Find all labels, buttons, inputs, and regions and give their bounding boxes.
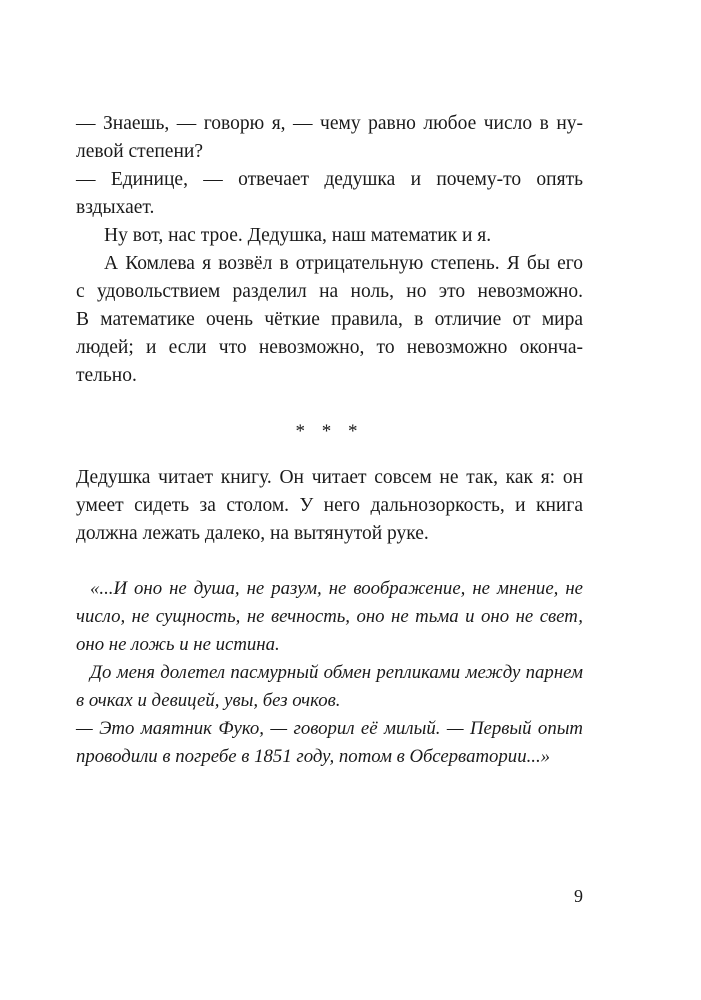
text-line-3: — Единице, — отвечает дедушка и почему-то опять <box>76 169 583 190</box>
quote-line-2: число, не сущность, не вечность, оно не тьма и оно не свет, <box>76 606 583 627</box>
text-line-12: умеет сидеть за столом. У него дальнозоркость, и книга <box>76 495 583 516</box>
section-separator: * * * <box>295 421 364 442</box>
text-line-7: с удовольствием разделил на ноль, но это невозможно. <box>76 281 583 302</box>
text-line-2: левой степени? <box>76 141 203 162</box>
page-number: 9 <box>574 886 583 906</box>
book-page <box>76 0 583 1000</box>
quote-line-7: проводили в погребе в 1851 году, потом в Обсерватории...» <box>76 746 551 767</box>
text-line-13: должна лежать далеко, на вытянутой руке. <box>76 523 429 544</box>
text-line-6: А Комлева я возвёл в отрицательную степень. Я бы его <box>104 253 583 274</box>
text-line-11: Дедушка читает книгу. Он читает совсем не так, как я: он <box>76 467 583 488</box>
quote-line-3: оно не ложь и не истина. <box>76 634 280 655</box>
quote-line-6: — Это маятник Фуко, — говорил её милый. — Первый опыт <box>76 718 583 739</box>
text-line-10: тельно. <box>76 365 137 386</box>
text-line-9: людей; и если что невозможно, то невозможно оконча- <box>76 337 583 358</box>
text-line-1: — Знаешь, — говорю я, — чему равно любое число в ну- <box>76 113 583 134</box>
quote-line-5: в очках и девицей, увы, без очков. <box>76 690 341 711</box>
quote-line-4: До меня долетел пасмурный обмен репликами между парнем <box>90 662 583 683</box>
text-line-4: вздыхает. <box>76 197 155 218</box>
text-line-5: Ну вот, нас трое. Дедушка, наш математик и я. <box>104 225 492 246</box>
text-line-8: В математике очень чёткие правила, в отличие от мира <box>76 309 583 330</box>
quote-line-1: «...И оно не душа, не разум, не воображение, не мнение, не <box>90 578 583 599</box>
